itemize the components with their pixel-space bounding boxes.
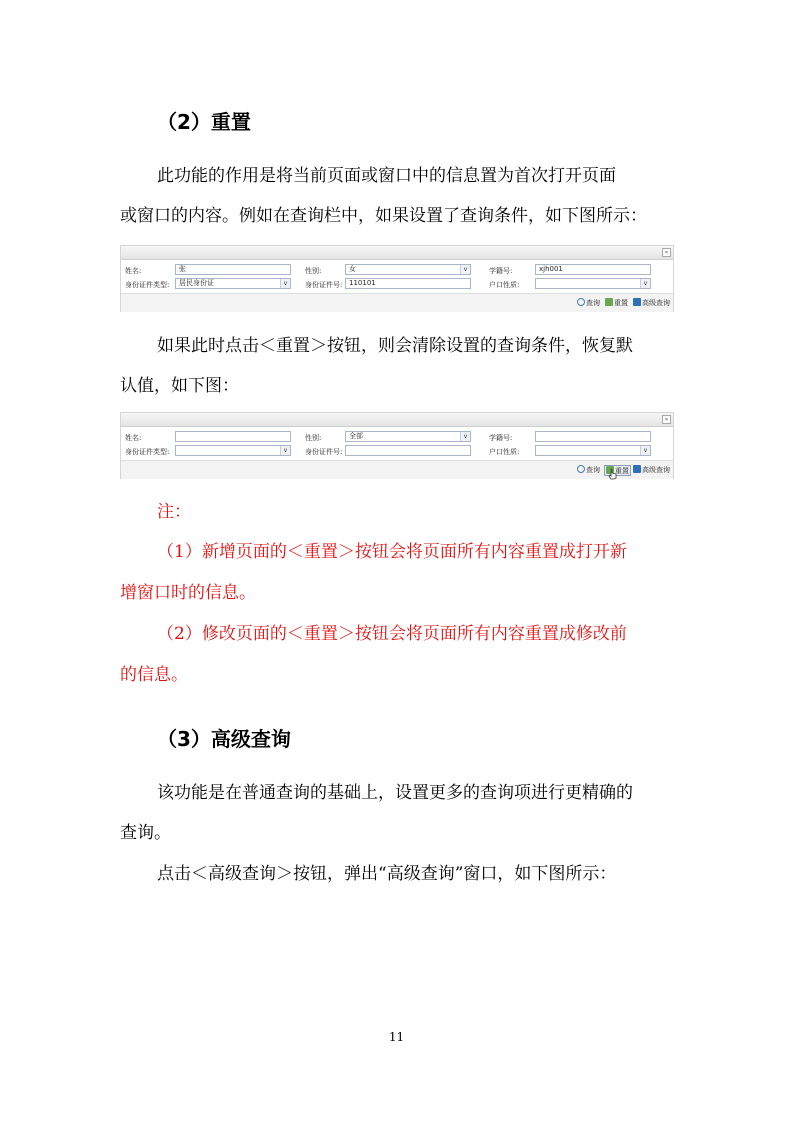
id-number-label: 身份证件号: — [305, 281, 343, 289]
id-type-label: 身份证件类型: — [125, 448, 170, 456]
student-id-label: 学籍号: — [489, 267, 513, 275]
para1-line2: 或窗口的内容。例如在查询栏中，如果设置了查询条件，如下图所示： — [120, 206, 647, 226]
name-input[interactable] — [175, 431, 291, 442]
panel-footer — [121, 293, 673, 312]
name-label: 姓名: — [125, 267, 142, 275]
search-button-label: 查询 — [586, 466, 600, 474]
student-id-input[interactable]: xjh001 — [535, 264, 651, 275]
advanced-search-button-label: 高级查询 — [642, 466, 670, 474]
gender-select-value: 全部 — [349, 432, 363, 440]
hukou-label: 户口性质: — [489, 281, 520, 289]
chevron-down-icon[interactable]: v — [460, 432, 470, 441]
advanced-search-button-label: 高级查询 — [642, 299, 670, 307]
search-icon — [577, 465, 585, 473]
id-type-select[interactable] — [175, 445, 291, 456]
gender-label: 性别: — [305, 434, 322, 442]
collapse-icon[interactable]: « — [662, 415, 671, 424]
student-id-label: 学籍号: — [489, 434, 513, 442]
query-panel-reset — [120, 412, 674, 479]
chevron-down-icon[interactable]: v — [640, 279, 650, 288]
query-panel-filled — [120, 245, 674, 312]
advanced-search-button[interactable] — [633, 465, 670, 476]
gender-select-value: 女 — [349, 265, 356, 273]
search-button[interactable] — [577, 465, 600, 476]
note1-line1: （1）新增页面的＜重置＞按钮会将页面所有内容重置成打开新 — [157, 542, 627, 562]
advanced-search-icon — [633, 298, 641, 306]
name-input[interactable]: 张 — [175, 264, 291, 275]
panel-titlebar — [121, 413, 673, 427]
panel-titlebar — [121, 246, 673, 260]
id-type-select-value: 居民身份证 — [179, 279, 214, 287]
name-label: 姓名: — [125, 434, 142, 442]
note2-line2: 的信息。 — [120, 665, 188, 685]
advanced-search-icon — [633, 465, 641, 473]
para4: 点击＜高级查询＞按钮，弹出“高级查询”窗口，如下图所示： — [157, 864, 617, 884]
id-number-label: 身份证件号: — [305, 448, 343, 456]
search-button-label: 查询 — [586, 299, 600, 307]
gender-label: 性别: — [305, 267, 322, 275]
para1-line1: 此功能的作用是将当前页面或窗口中的信息置为首次打开页面 — [157, 166, 616, 186]
para2-line1: 如果此时点击＜重置＞按钮，则会清除设置的查询条件，恢复默 — [157, 336, 633, 356]
id-number-input[interactable]: 110101 — [345, 278, 471, 289]
panel-footer — [121, 460, 673, 479]
id-type-label: 身份证件类型: — [125, 281, 170, 289]
id-type-select[interactable] — [175, 278, 291, 289]
page-number: 11 — [388, 1030, 405, 1044]
chevron-down-icon[interactable]: v — [280, 446, 290, 455]
hukou-select[interactable] — [535, 278, 651, 289]
reset-icon — [605, 298, 613, 306]
gender-select[interactable] — [345, 264, 471, 275]
collapse-icon[interactable]: « — [662, 248, 671, 257]
chevron-down-icon[interactable]: v — [280, 279, 290, 288]
para2-line2: 认值，如下图： — [120, 376, 239, 396]
id-number-input[interactable] — [345, 445, 471, 456]
note1-line2: 增窗口时的信息。 — [120, 583, 256, 603]
reset-button-label: 重置 — [615, 467, 629, 475]
chevron-down-icon[interactable]: v — [460, 265, 470, 274]
para3-line1: 该功能是在普通查询的基础上，设置更多的查询项进行更精确的 — [157, 783, 633, 803]
search-button[interactable] — [577, 298, 600, 309]
heading-reset: （2）重置 — [157, 110, 251, 134]
note-label: 注： — [157, 502, 191, 522]
student-id-input[interactable] — [535, 431, 651, 442]
advanced-search-button[interactable] — [633, 298, 670, 309]
note2-line1: （2）修改页面的＜重置＞按钮会将页面所有内容重置成修改前 — [157, 624, 627, 644]
reset-button-label: 重置 — [614, 299, 628, 307]
para3-line2: 查询。 — [120, 823, 171, 843]
hukou-select[interactable] — [535, 445, 651, 456]
heading-advanced-search: （3）高级查询 — [157, 727, 291, 751]
hand-cursor-icon — [608, 468, 617, 480]
search-icon — [577, 298, 585, 306]
hukou-label: 户口性质: — [489, 448, 520, 456]
chevron-down-icon[interactable]: v — [640, 446, 650, 455]
reset-button[interactable] — [605, 298, 628, 309]
gender-select[interactable] — [345, 431, 471, 442]
